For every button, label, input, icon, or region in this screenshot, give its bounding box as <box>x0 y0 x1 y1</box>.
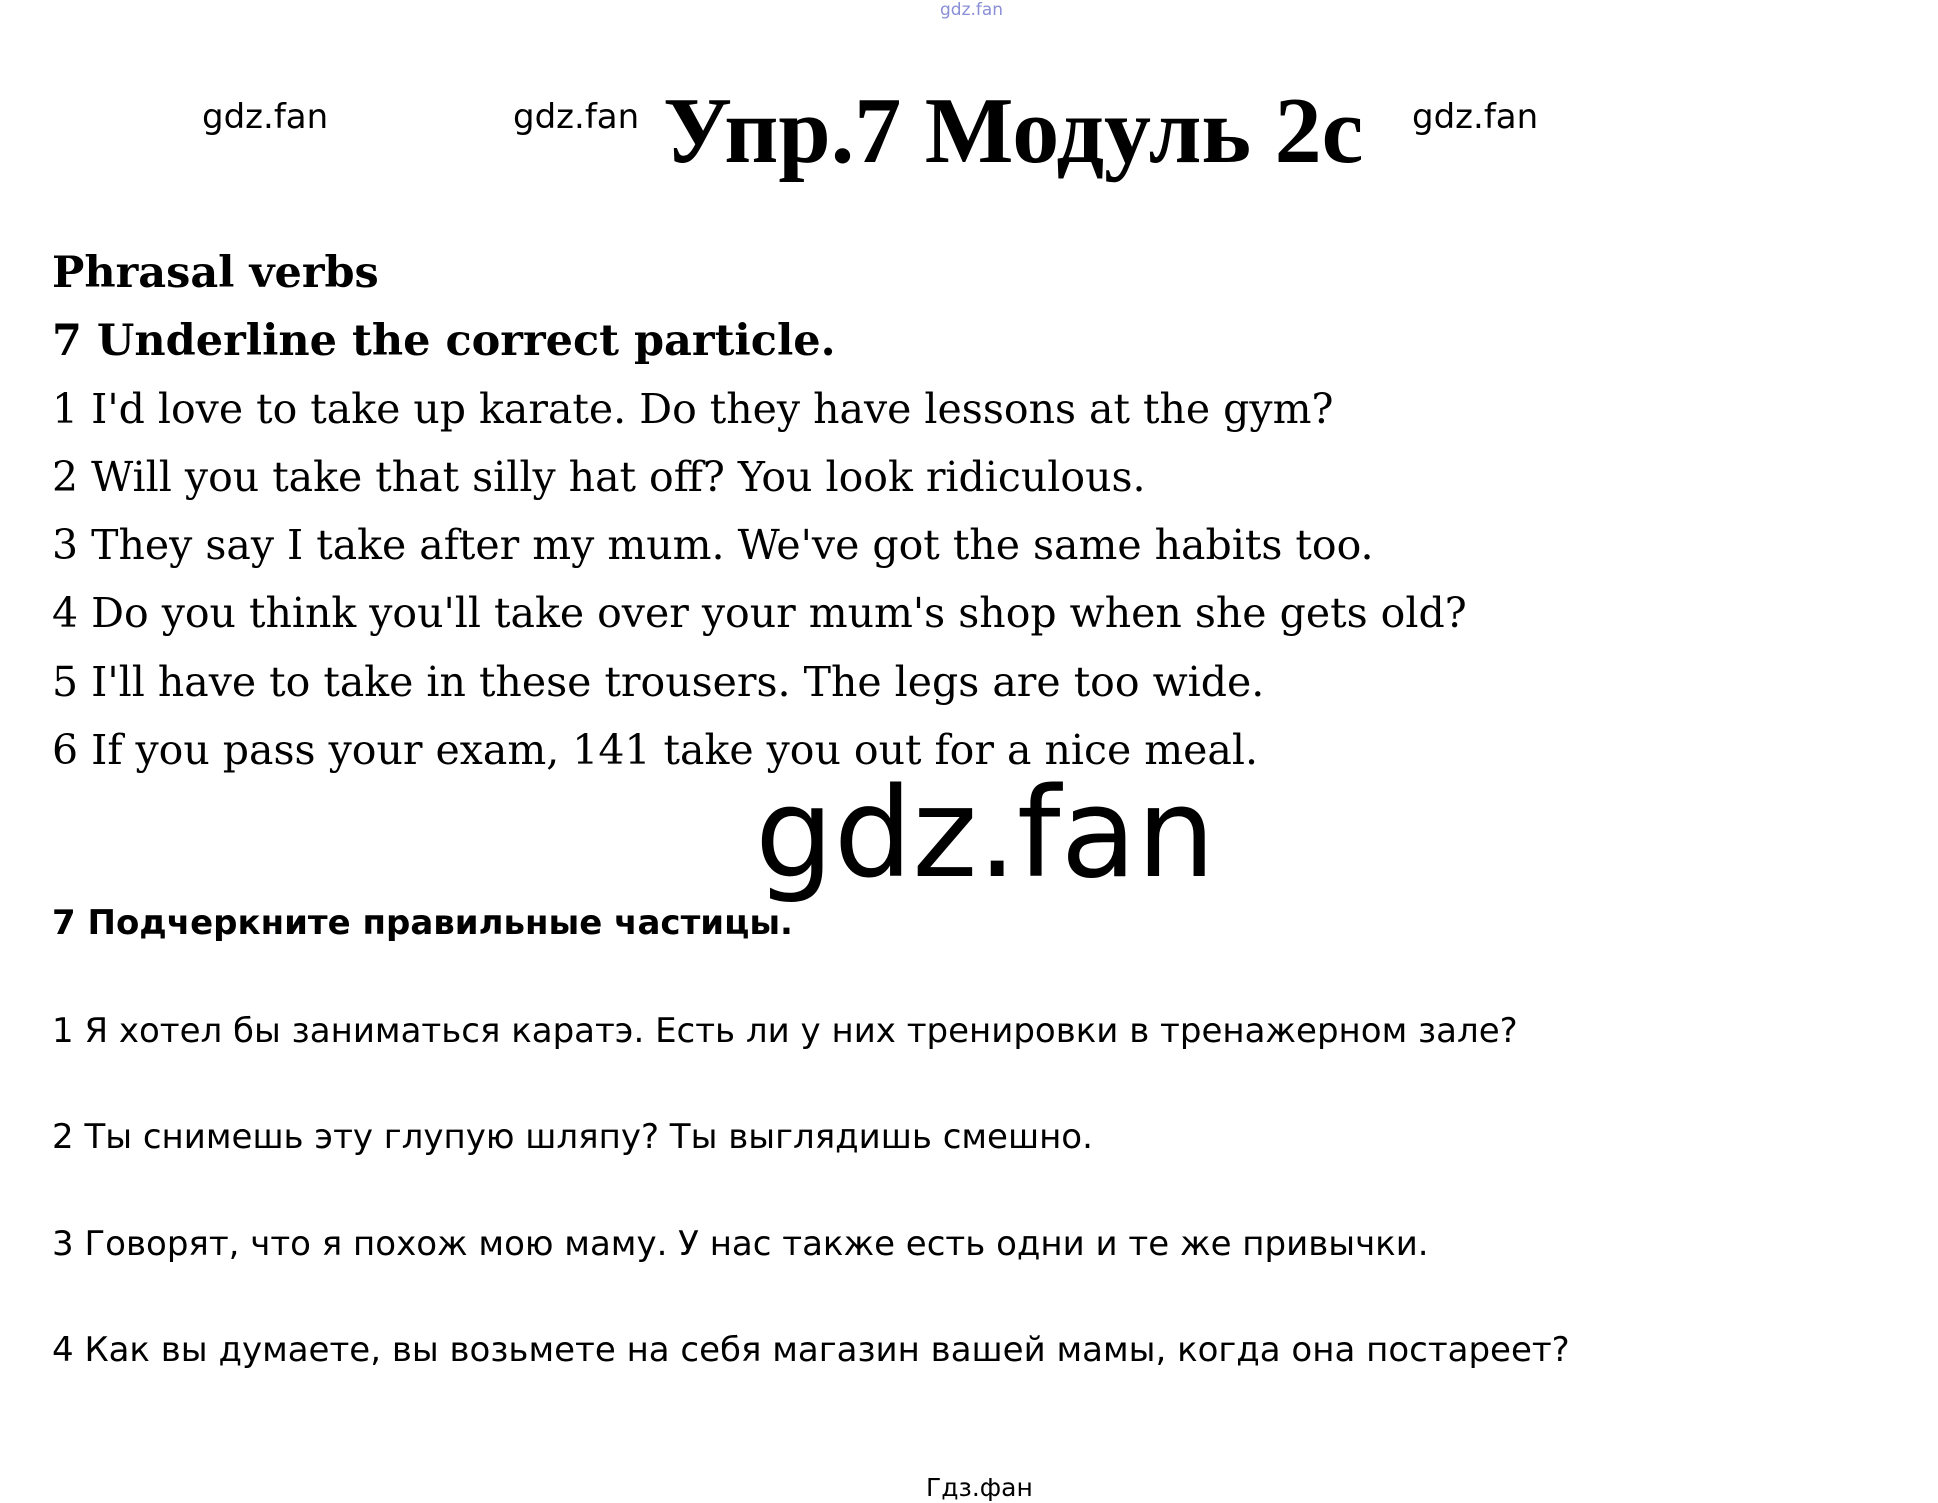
watermark-top: gdz.fan <box>940 0 1004 20</box>
page-title: Упр.7 Модуль 2c <box>663 79 1364 183</box>
ru-sentence-3: 3 Говорят, что я похож мою маму. У нас также есть одни и те же привычки. <box>52 1224 1429 1264</box>
ru-sentence-2: 2 Ты снимешь эту глупую шляпу? Ты выглядишь смешно. <box>52 1117 1093 1157</box>
watermark-right: gdz.fan <box>1412 97 1539 137</box>
en-sentence-1: 1 I'd love to take up karate. Do they have lessons at the gym? <box>52 385 1334 433</box>
task-heading-ru: 7 Подчеркните правильные частицы. <box>52 903 793 943</box>
section-heading: Phrasal verbs <box>52 248 379 298</box>
footer-watermark: Гдз.фан <box>926 1473 1033 1502</box>
watermark-big: gdz.fan <box>755 762 1216 906</box>
ru-sentence-1: 1 Я хотел бы заниматься каратэ. Есть ли у них тренировки в тренажерном зале? <box>52 1011 1518 1051</box>
en-sentence-4: 4 Do you think you'll take over your mum's shop when she gets old? <box>52 589 1467 637</box>
en-sentence-6: 6 If you pass your exam, 141 take you out for a nice meal. <box>52 726 1258 774</box>
en-sentence-2: 2 Will you take that silly hat off? You look ridiculous. <box>52 453 1146 501</box>
en-sentence-3: 3 They say I take after my mum. We've got the same habits too. <box>52 521 1374 569</box>
task-heading-en: 7 Underline the correct particle. <box>52 316 836 366</box>
en-sentence-5: 5 I'll have to take in these trousers. The legs are too wide. <box>52 658 1265 706</box>
watermark-left: gdz.fan <box>202 97 329 137</box>
ru-sentence-4: 4 Как вы думаете, вы возьмете на себя магазин вашей мамы, когда она постареет? <box>52 1330 1570 1370</box>
watermark-middle: gdz.fan <box>513 97 640 137</box>
